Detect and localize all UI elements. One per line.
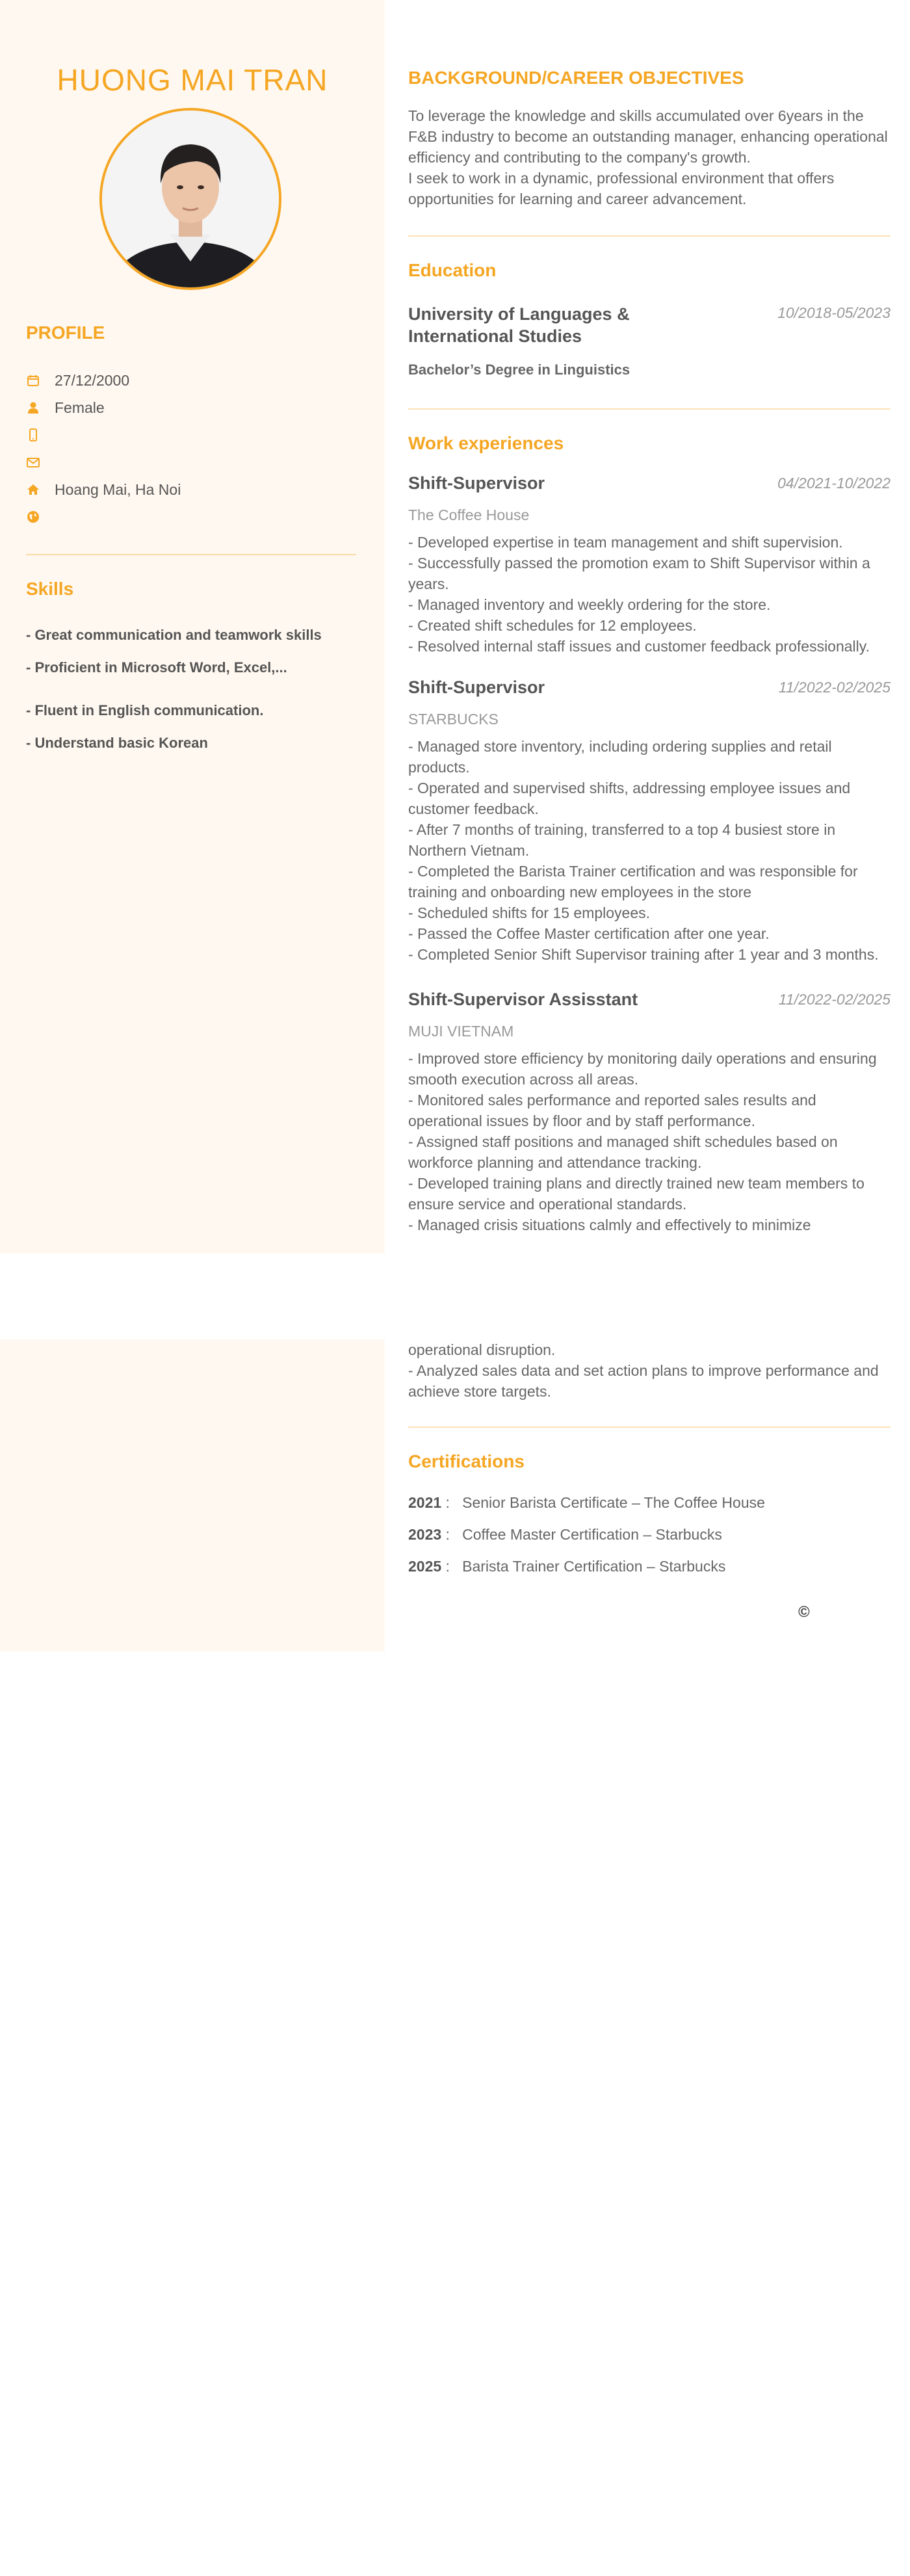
job-line: - Successfully passed the promotion exam to Shift Supervisor within a (408, 555, 870, 572)
job-line: - After 7 months of training, transferred to a top 4 busiest store in (408, 821, 836, 838)
skills-heading: Skills (26, 579, 74, 599)
job-date: 11/2022-02/2025 (778, 679, 890, 696)
job-line: smooth execution across all areas. (408, 1071, 639, 1088)
job-line: - Analyzed sales data and set action plans to improve performance and (408, 1362, 879, 1379)
objectives-line: efficiency and contributing to the company's growth. (408, 149, 751, 166)
education-section (408, 260, 890, 378)
skill-item: - Great communication and teamwork skills (26, 627, 322, 643)
job-line: - Developed training plans and directly trained new team members to (408, 1175, 864, 1192)
job-line: - Completed the Barista Trainer certification and was responsible for (408, 863, 858, 880)
job-date: 04/2021-10/2022 (777, 475, 890, 492)
job-line: operational issues by floor and by staff performance. (408, 1112, 755, 1129)
home-icon (26, 482, 40, 497)
address-value: Hoang Mai, Ha Noi (55, 480, 181, 498)
sidebar (0, 0, 385, 1254)
user-icon (26, 401, 40, 415)
education-entry (408, 303, 890, 378)
job-line: - Passed the Coffee Master certification after one year. (408, 925, 770, 942)
job-line: achieve store targets. (408, 1383, 551, 1400)
education-heading: Education (408, 260, 497, 280)
copyright-mark: © (798, 1603, 810, 1621)
job-line: training and onboarding new employees in the store (408, 884, 752, 900)
school-name-line: International Studies (408, 326, 582, 346)
work-section (408, 433, 890, 454)
job-description (408, 1048, 890, 1235)
job-line: years. (408, 575, 449, 592)
job-line: Northern Vietnam. (408, 842, 530, 859)
job-line: - Completed Senior Shift Supervisor training after 1 year and 3 months. (408, 946, 879, 963)
certification-year: 2023 (408, 1526, 442, 1543)
sidebar-divider (26, 554, 356, 555)
certifications-list (408, 1494, 890, 1575)
profile-photo (99, 108, 281, 290)
job-entry (408, 473, 890, 657)
job-description (408, 736, 890, 965)
job-line: workforce planning and attendance tracking. (408, 1154, 702, 1171)
job-title: Shift-Supervisor (408, 473, 545, 493)
objectives-heading: BACKGROUND/CAREER OBJECTIVES (408, 68, 744, 88)
phone-icon (26, 428, 40, 442)
job-description (408, 532, 890, 657)
calendar-icon (26, 373, 40, 388)
job-line: ensure service and operational standards. (408, 1196, 687, 1213)
certification-text: Senior Barista Certificate – The Coffee House (462, 1494, 765, 1511)
address-row (26, 480, 181, 499)
work-heading: Work experiences (408, 433, 564, 453)
job-entry (408, 677, 890, 965)
sidebar (0, 1339, 385, 1651)
certification-year: 2021 (408, 1494, 442, 1511)
job-line: - Assigned staff positions and managed shift schedules based on (408, 1133, 838, 1150)
job-line: - Improved store efficiency by monitoring daily operations and ensuring (408, 1050, 877, 1067)
certification-text: Barista Trainer Certification – Starbucks (462, 1558, 726, 1575)
skill-item: - Understand basic Korean (26, 735, 208, 751)
company-name: STARBUCKS (408, 711, 499, 728)
candidate-name: HUONG MAI TRAN (57, 63, 328, 97)
objectives-line: opportunities for learning and career advancement. (408, 191, 747, 207)
company-name: MUJI VIETNAM (408, 1023, 514, 1040)
job-description (408, 1339, 890, 1402)
job-line: - Managed store inventory, including ordering supplies and retail (408, 738, 832, 755)
envelope-icon (26, 455, 40, 469)
job-line: products. (408, 759, 470, 776)
education-date: 10/2018-05/2023 (777, 304, 890, 321)
job-date: 11/2022-02/2025 (778, 991, 890, 1008)
degree: Bachelor’s Degree in Linguistics (408, 361, 630, 378)
school-name (408, 303, 688, 347)
school-name-line: University of Languages & (408, 304, 630, 324)
gender-row (26, 398, 105, 417)
resume-page-1 (0, 0, 910, 1254)
objectives-line: I seek to work in a dynamic, professional environment that offers (408, 170, 835, 187)
section-divider (408, 235, 890, 237)
portrait-image (102, 111, 279, 287)
job-line: - Operated and supervised shifts, addressing employee issues and (408, 780, 851, 796)
job-line: - Resolved internal staff issues and customer feedback professionally. (408, 638, 870, 655)
objectives-section (408, 68, 890, 209)
birthday-row (26, 371, 129, 390)
job-line: operational disruption. (408, 1341, 556, 1358)
objectives-text (408, 105, 890, 209)
gender-value: Female (55, 399, 105, 416)
section-divider (408, 408, 890, 410)
job-line: - Managed inventory and weekly ordering for the store. (408, 596, 771, 613)
job-line: - Created shift schedules for 12 employees. (408, 617, 697, 634)
objectives-line: F&B industry to become an outstanding manager, enhancing operational (408, 128, 888, 145)
certification-item: 2025 : Barista Trainer Certification – Starbucks (408, 1558, 726, 1575)
certification-text: Coffee Master Certification – Starbucks (462, 1526, 722, 1543)
profile-heading: PROFILE (26, 322, 105, 343)
certifications-heading: Certifications (408, 1451, 525, 1471)
skill-item: - Fluent in English communication. (26, 702, 264, 718)
certification-year: 2025 (408, 1558, 442, 1575)
job-title: Shift-Supervisor (408, 677, 545, 697)
certification-item: 2021 : Senior Barista Certificate – The Coffee House (408, 1494, 765, 1511)
job-line: customer feedback. (408, 800, 539, 817)
job-entry (408, 990, 890, 1235)
globe-icon (26, 510, 40, 524)
email-row (26, 453, 55, 472)
company-name: The Coffee House (408, 506, 530, 523)
certification-item: 2023 : Coffee Master Certification – Starbucks (408, 1526, 722, 1543)
website-row (26, 507, 55, 527)
section-divider (408, 1426, 890, 1428)
job-line: - Managed crisis situations calmly and effectively to minimize (408, 1216, 811, 1233)
job-description-continued (408, 1339, 890, 1402)
phone-row (26, 425, 55, 445)
skill-item: - Proficient in Microsoft Word, Excel,... (26, 659, 287, 676)
objectives-line: To leverage the knowledge and skills accumulated over 6years in the (408, 107, 864, 124)
job-line: - Developed expertise in team management and shift supervision. (408, 534, 843, 551)
resume-page-2 (0, 1339, 910, 1651)
job-title: Shift-Supervisor Assisstant (408, 990, 638, 1009)
job-line: - Monitored sales performance and reported sales results and (408, 1092, 816, 1109)
job-line: - Scheduled shifts for 15 employees. (408, 904, 651, 921)
certifications-section (408, 1451, 890, 1590)
birthday-value: 27/12/2000 (55, 371, 130, 389)
